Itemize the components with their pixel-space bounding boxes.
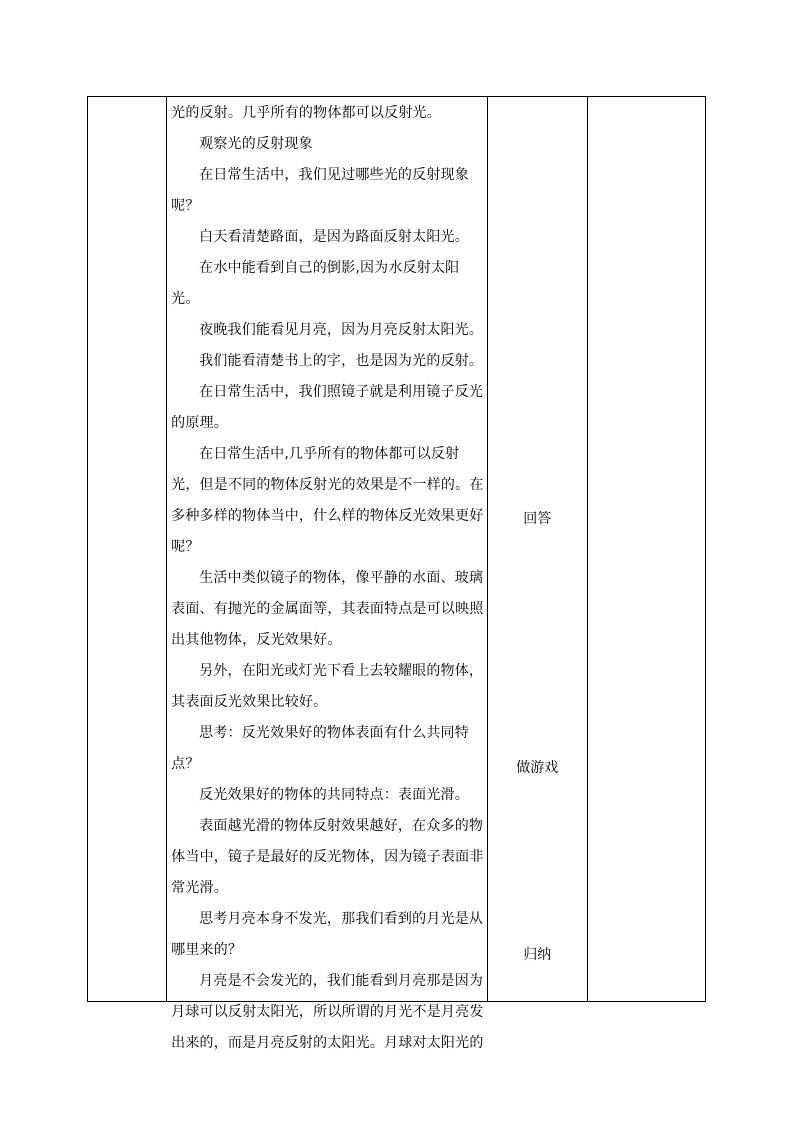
content-line: 在日常生活中，我们照镜子就是利用镜子反光的原理。 bbox=[171, 384, 484, 431]
content-line: 月亮是不会发光的，我们能看到月亮那是因为月球可以反射太阳光，所以所谓的月光不是月亮发出来的，而是月亮反射的太阳光。月球对太阳光的 bbox=[171, 973, 484, 1051]
student-activity-summarize: 归纳 bbox=[523, 947, 552, 963]
content-line: 在日常生活中,几乎所有的物体都可以反射光，但是不同的物体反射光的效果是不一样的。在多种多样的物体当中，什么样的物体反光效果更好呢？ bbox=[171, 446, 484, 555]
content-line: 另外，在阳光或灯光下看上去较耀眼的物体，其表面反光效果比较好。 bbox=[171, 663, 484, 710]
content-line: 我们能看清楚书上的字，也是因为光的反射。 bbox=[199, 353, 484, 369]
table-row bbox=[88, 97, 706, 1002]
content-line: 生活中类似镜子的物体，像平静的水面、玻璃表面、有抛光的金属面等，其表面特点是可以映照出其他物体，反光效果好。 bbox=[171, 570, 484, 648]
student-activity-cell bbox=[487, 97, 587, 1002]
content-line: 观察光的反射现象 bbox=[199, 136, 313, 152]
content-line: 表面越光滑的物体反射效果越好，在众多的物体当中，镜子是最好的反光物体，因为镜子表面非常光滑。 bbox=[171, 818, 484, 896]
content-line: 思考月亮本身不发光，那我们看到的月光是从哪里来的？ bbox=[171, 911, 484, 958]
lesson-plan-table bbox=[87, 96, 706, 1051]
student-activity-game: 做游戏 bbox=[516, 760, 559, 776]
content-line: 在水中能看到自己的倒影,因为水反射太阳光。 bbox=[171, 260, 460, 307]
content-line: 白天看清楚路面，是因为路面反射太阳光。 bbox=[199, 229, 469, 245]
stage-cell bbox=[88, 97, 167, 1002]
content-line: 思考：反光效果好的物体表面有什么共同特点？ bbox=[171, 725, 469, 772]
content-line: 夜晚我们能看见月亮，因为月亮反射太阳光。 bbox=[199, 322, 484, 338]
notes-cell bbox=[587, 97, 705, 1002]
teaching-content-cell bbox=[167, 97, 488, 1051]
content-line: 反光效果好的物体的共同特点：表面光滑。 bbox=[199, 787, 469, 803]
student-activity-answer: 回答 bbox=[523, 511, 552, 527]
content-line: 光的反射。几乎所有的物体都可以反射光。 bbox=[171, 105, 441, 121]
teaching-content-text bbox=[171, 98, 485, 1059]
content-line: 在日常生活中，我们见过哪些光的反射现象呢？ bbox=[171, 167, 469, 214]
